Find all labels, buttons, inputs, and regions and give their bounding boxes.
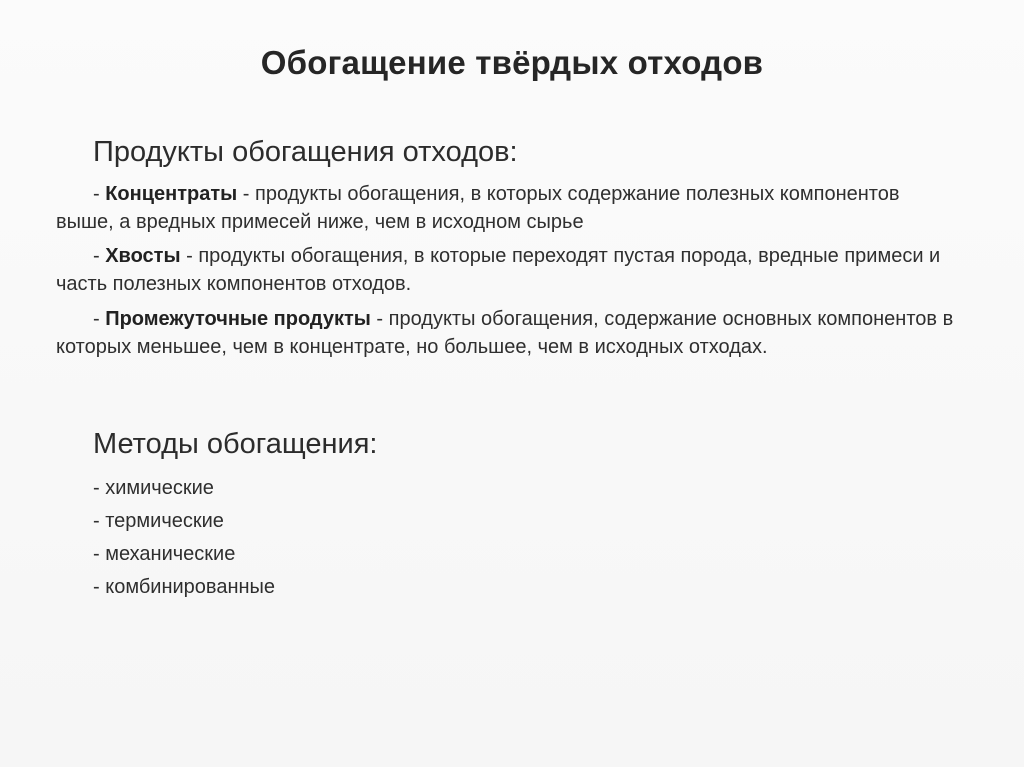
definition-tailings bbox=[56, 242, 956, 298]
definition-term: Хвосты bbox=[105, 245, 181, 267]
definition-text: - продукты обогащения, содержание основных компонентов в которых меньшее, чем в концентрате, но большее, чем в исходных отходах. bbox=[56, 308, 954, 358]
definition-text: - продукты обогащения, в которые переходят пустая порода, вредные примеси и часть полезных компонентов отходов. bbox=[56, 245, 941, 295]
definition-term: Концентраты bbox=[105, 183, 238, 205]
slide-title: Обогащение твёрдых отходов bbox=[260, 44, 764, 81]
products-heading: Продукты обогащения отходов: bbox=[93, 136, 518, 168]
definition-text: - продукты обогащения, в которых содержание полезных компонентов выше, а вредных примесей ниже, чем в исходном сырье bbox=[56, 183, 900, 233]
method-item-chemical: - химические bbox=[93, 477, 214, 499]
method-item-combined: - комбинированные bbox=[93, 576, 276, 598]
method-item-mechanical: - механические bbox=[93, 543, 236, 565]
definition-term: Промежуточные продукты bbox=[105, 308, 371, 330]
definition-dash: - bbox=[93, 245, 106, 267]
methods-heading: Методы обогащения: bbox=[93, 428, 378, 460]
definition-dash: - bbox=[93, 183, 106, 205]
definition-intermediate-products bbox=[56, 305, 956, 361]
definition-concentrates bbox=[56, 180, 956, 236]
definition-dash: - bbox=[93, 308, 106, 330]
method-item-thermal: - термические bbox=[93, 510, 224, 532]
